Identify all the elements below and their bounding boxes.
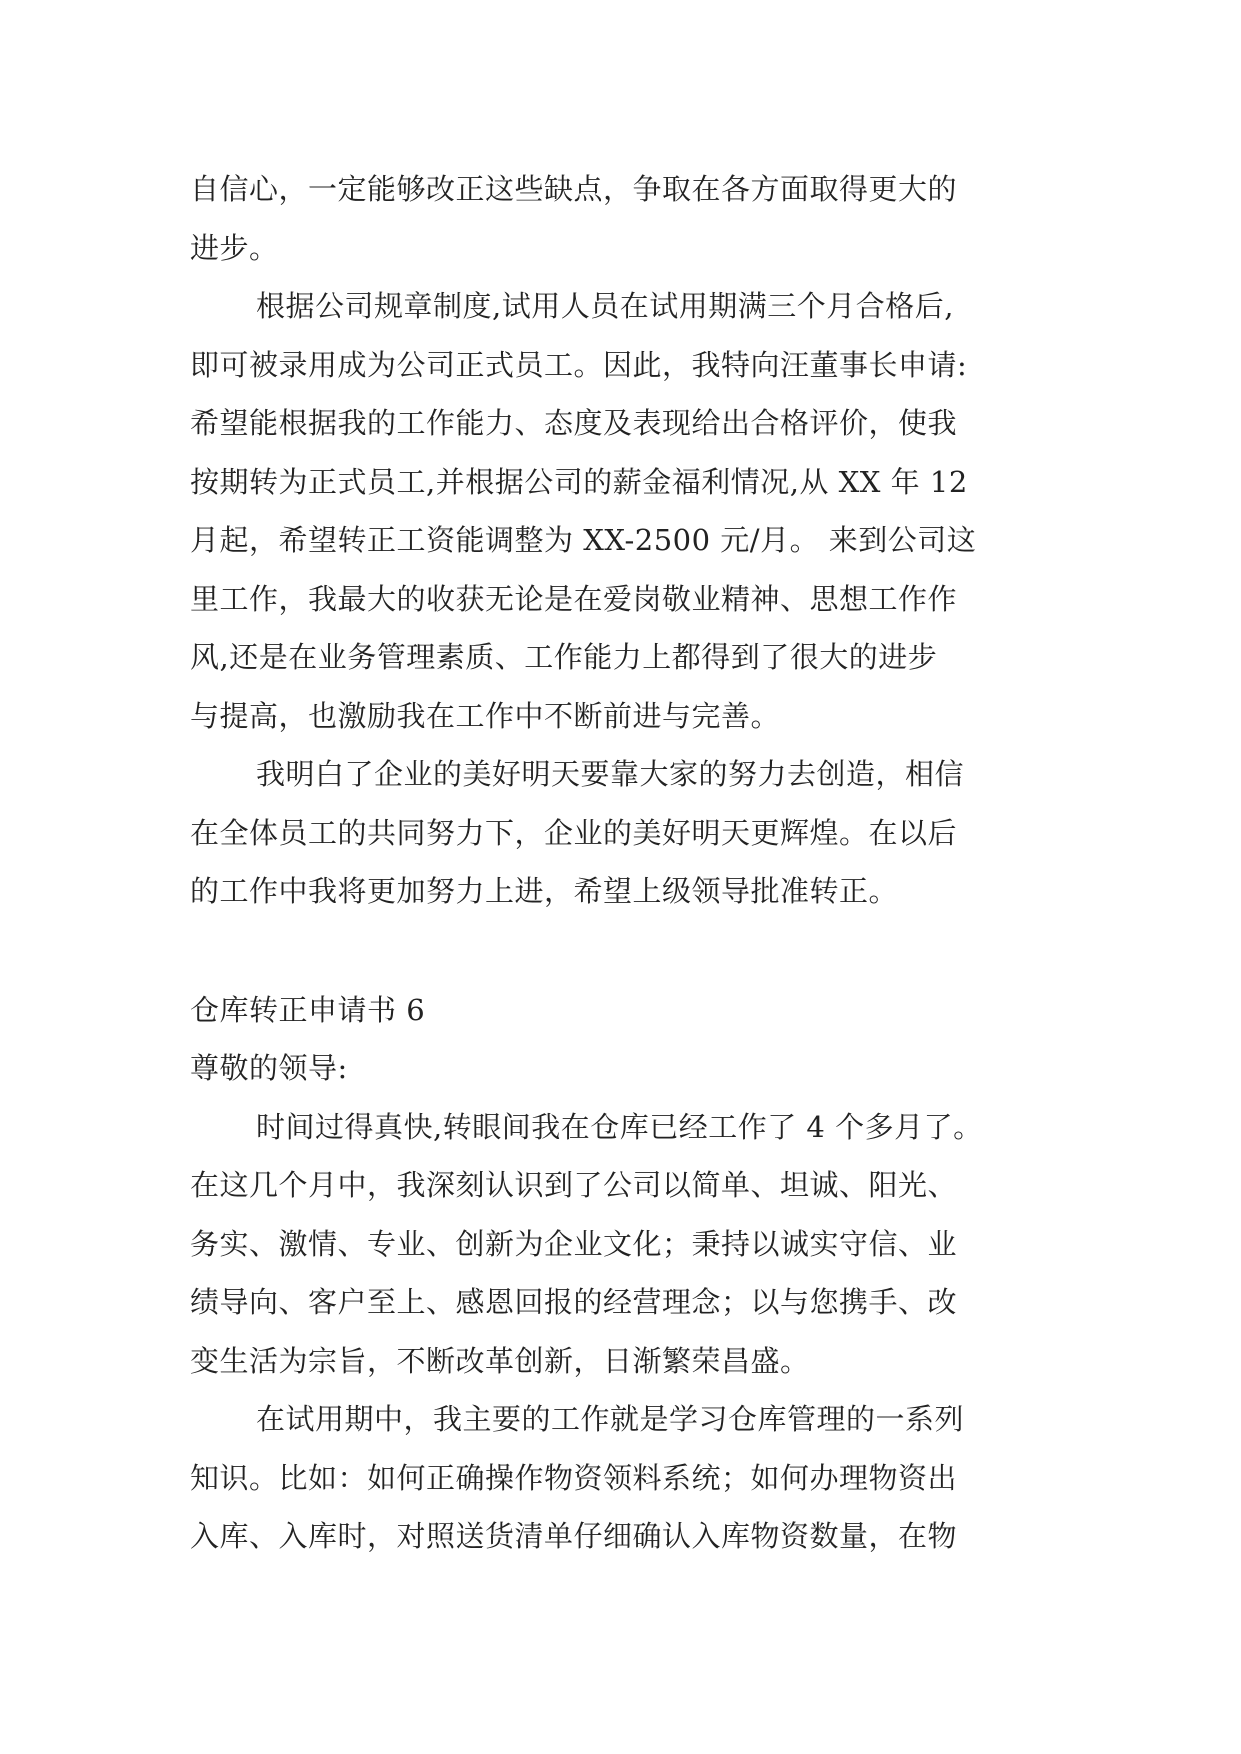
paragraph-line: 在全体员工的共同努力下，企业的美好明天更辉煌。在以后 bbox=[190, 815, 958, 850]
paragraph-line: 的工作中我将更加努力上进，希望上级领导批准转正。 bbox=[190, 874, 899, 908]
paragraph-line: 时间过得真快,转眼间我在仓库已经工作了 4 个多月了。 bbox=[256, 1109, 983, 1144]
section-gap bbox=[190, 921, 1070, 981]
paragraph-line: 风,还是在业务管理素质、工作能力上都得到了很大的进步 bbox=[190, 640, 938, 674]
paragraph-line: 希望能根据我的工作能力、态度及表现给出合格评价，使我 bbox=[190, 406, 958, 440]
paragraph-line: 根据公司规章制度,试用人员在试用期满三个月合格后, bbox=[256, 289, 954, 323]
paragraph-line: 按期转为正式员工,并根据公司的薪金福利情况,从 XX 年 12 bbox=[190, 464, 968, 499]
document-body bbox=[190, 160, 1070, 1566]
paragraph-line: 变生活为宗旨，不断改革创新，日渐繁荣昌盛。 bbox=[190, 1343, 810, 1378]
paragraph-line: 进步。 bbox=[190, 230, 279, 265]
paragraph-line: 知识。比如：如何正确操作物资领料系统；如何办理物资出 bbox=[190, 1460, 958, 1495]
paragraph-line: 我明白了企业的美好明天要靠大家的努力去创造，相信 bbox=[256, 757, 965, 791]
paragraph-line: 绩导向、客户至上、感恩回报的经营理念；以与您携手、改 bbox=[190, 1285, 958, 1319]
paragraph-line: 里工作，我最大的收获无论是在爱岗敬业精神、思想工作作 bbox=[190, 581, 958, 616]
paragraph-line: 入库、入库时，对照送货清单仔细确认入库物资数量，在物 bbox=[190, 1519, 958, 1553]
paragraph-line: 即可被录用成为公司正式员工。因此，我特向汪董事长申请: bbox=[190, 347, 968, 382]
paragraph-line: 自信心，一定能够改正这些缺点，争取在各方面取得更大的 bbox=[190, 172, 958, 206]
paragraph-line: 务实、激情、专业、创新为企业文化；秉持以诚实守信、业 bbox=[190, 1226, 958, 1261]
salutation: 尊敬的领导: bbox=[190, 1051, 348, 1085]
section-heading: 仓库转正申请书 6 bbox=[190, 992, 426, 1027]
paragraph-line: 与提高，也激励我在工作中不断前进与完善。 bbox=[190, 698, 781, 733]
paragraph-line: 在这几个月中，我深刻认识到了公司以简单、坦诚、阳光、 bbox=[190, 1168, 958, 1202]
paragraph-line: 在试用期中，我主要的工作就是学习仓库管理的一系列 bbox=[256, 1402, 965, 1436]
paragraph-line: 月起，希望转正工资能调整为 XX-2500 元/月。 来到公司这 bbox=[190, 523, 977, 557]
